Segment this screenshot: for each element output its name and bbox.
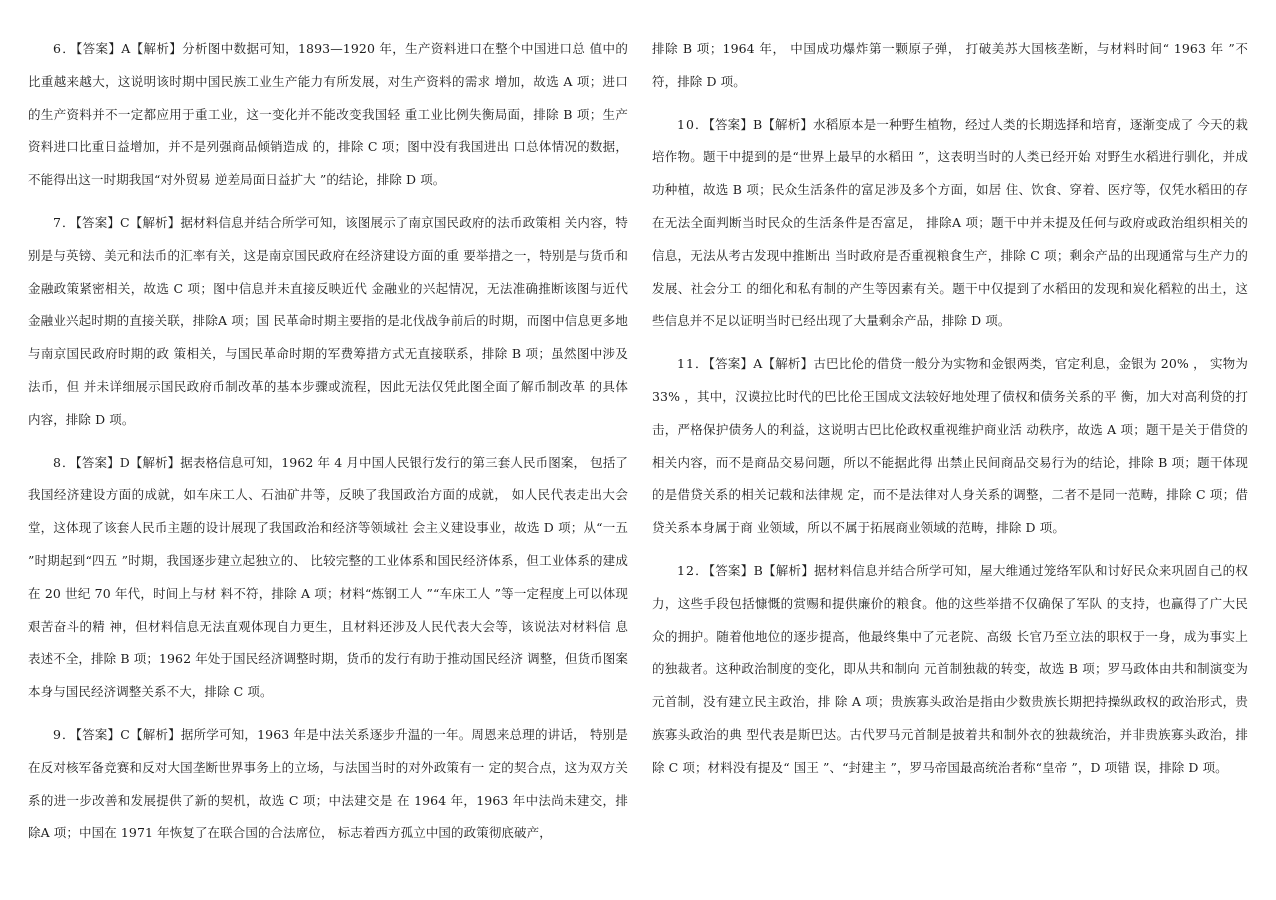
answer-text: 【答案】D【解析】据表格信息可知，1962 年 4 月中国人民银行发行的第三套人民币图案， 包括了我国经济建设方面的成就，如车床工人、石油矿井等，反映了我国政治方面的成就， 如人民代表走出大会堂，这体现了该套人民币主题的设计展现了我国政治和经济等领域社 会主义建设事业，故选 D 项；从“一五 ”时期起到“四五 ”时期，我国逐步建立起独立的、 比较完整的工业体系和国民经济体系，但工业体系的建成在 20 世纪 70 年代，时间上与材 料不符，排除 A 项；材料“炼钢工人 ”“车床工人 ”等一定程度上可以体现艰苦奋斗的精 神，但材料信息无法直观体现自力更生，且材料还涉及人民代表大会等，该说法对材料信 息表述不全，排除 B 项；1962 年处于国民经济调整时期，货币的发行有助于推动国民经济 调整，但货币图案本身与国民经济调整关系不大，排除 C 项。 (28, 454, 628, 700)
answer-q6 (28, 33, 628, 197)
answer-q7 (28, 207, 628, 437)
left-column (28, 33, 628, 860)
question-number: 9． (53, 726, 76, 742)
answer-text: 【答案】A【解析】分析图中数据可知，1893—1920 年，生产资料进口在整个中国进口总 值中的比重越来越大，这说明该时期中国民族工业生产能力有所发展，对生产资料的需求 增加，故选 A 项；进口的生产资料并不一定都应用于重工业，这一变化并不能改变我国轻 重工业比例失衡局面，排除 B 项；生产资料进口比重日益增加，并不是列强商品倾销造成 的，排除 C 项；图中没有我国进出 口总体情况的数据，不能得出这一时期我国“对外贸易 逆差局面日益扩大 ”的结论，排除 D 项。 (28, 41, 628, 188)
answer-q8 (28, 447, 628, 709)
answer-text: 【答案】C【解析】据所学可知，1963 年是中法关系逐步升温的一年。周恩来总理的讲话， 特别是在反对核军备竞赛和反对大国垄断世界事务上的立场，与法国当时的对外政策有一 定的契合点，这为双方关系的进一步改善和发展提供了新的契机，故选 C 项；中法建交是 在 1964 年，1963 年中法尚未建交，排除A 项；中国在 1971 年恢复了在联合国的合法席位， 标志着西方孤立中国的政策彻底破产， (28, 726, 628, 841)
answer-text: 【答案】B【解析】据材料信息并结合所学可知，屋大维通过笼络军队和讨好民众来巩固自己的权力，这些手段包括慷慨的赏赐和提供廉价的粮食。他的这些举措不仅确保了军队 的支持，也赢得了广大民众的拥护。随着他地位的逐步提高，他最终集中了元老院、高级 长官乃至立法的职权于一身，成为事实上的独裁者。这种政治制度的变化，即从共和制向 元首制独裁的转变，故选 B 项；罗马政体由共和制演变为元首制，没有建立民主政治，排 除 A 项；贵族寡头政治是指由少数贵族长期把持操纵政权的政治形式，贵族寡头政治的典 型代表是斯巴达。古代罗马元首制是披着共和制外衣的独裁统治，并非贵族寡头政治，排 除 C 项；材料没有提及“ 国王 ”、“封建主 ”，罗马帝国最高统治者称“皇帝 ”，D 项错 误，排除 D 项。 (652, 562, 1248, 775)
answer-q10 (652, 109, 1248, 339)
answer-q9 (28, 719, 628, 850)
answer-q11 (652, 348, 1248, 545)
question-number: 12． (677, 562, 709, 578)
question-number: 8． (53, 454, 76, 470)
answer-text: 【答案】A【解析】古巴比伦的借贷一般分为实物和金银两类，官定利息，金银为 20% ， 实物为 33% ，其中，汉谟拉比时代的巴比伦王国成文法较好地处理了债权和债务关系的平 衡，加大对高利贷的打击，严格保护债务人的利益，这说明古巴比伦政权重视维护商业活 动秩序，故选 A 项；题干是关于借贷的相关内容，而不是商品交易问题，所以不能据此得 出禁止民间商品交易行为的结论，排除 B 项；题干体现的是借贷关系的相关记载和法律规 定，而不是法律对人身关系的调整，二者不是同一范畴，排除 C 项；借贷关系本身属于商 业领域，所以不属于拓展商业领域的范畴，排除 D 项。 (652, 356, 1248, 536)
answer-text: 【答案】C【解析】据材料信息并结合所学可知，该图展示了南京国民政府的法币政策相 关内容，特别是与英镑、美元和法币的汇率有关，这是南京国民政府在经济建设方面的重 要举措之一，特别是与货币和金融政策紧密相关，故选 C 项；图中信息并未直接反映近代 金融业的兴起情况，无法准确推断该图与近代金融业兴起时期的直接关联，排除A 项；国 民革命时期主要指的是北伐战争前后的时期，而图中信息更多地与南京国民政府时期的政 策相关，与国民革命时期的军费筹措方式无直接联系，排除 B 项；虽然图中涉及法币，但 并未详细展示国民政府币制改革的基本步骤或流程，因此无法仅凭此图全面了解币制改革 的具体内容，排除 D 项。 (28, 214, 629, 427)
question-number: 6． (53, 41, 76, 56)
answer-text: 排除 B 项；1964 年， 中国成功爆炸第一颗原子弹， 打破美苏大国核垄断，与材料时间“ 1963 年 ”不符，排除 D 项。 (652, 41, 1248, 89)
question-number: 7． (53, 214, 76, 230)
question-number: 11． (677, 356, 709, 372)
answer-text: 【答案】B【解析】水稻原本是一种野生植物，经过人类的长期选择和培育，逐渐变成了 今天的栽培作物。题干中提到的是“世界上最早的水稻田 ”，这表明当时的人类已经开始 对野生水稻进行驯化，并成功种植，故选 B 项；民众生活条件的富足涉及多个方面，如居 住、饮食、穿着、医疗等，仅凭水稻田的存在无法全面判断当时民众的生活条件是否富足， 排除A 项；题干中并未提及任何与政府或政治组织相关的信息，无法从考古发现中推断出 当时政府是否重视粮食生产，排除 C 项；剩余产品的出现通常与生产力的发展、社会分工 的细化和私有制的产生等因素有关。题干中仅提到了水稻田的发现和炭化稻粒的出土，这 些信息并不足以证明当时已经出现了大量剩余产品，排除 D 项。 (652, 116, 1249, 329)
answer-q12 (652, 555, 1248, 785)
right-column (652, 33, 1248, 795)
question-number: 10． (677, 116, 709, 132)
answer-q9-continued (652, 33, 1248, 99)
